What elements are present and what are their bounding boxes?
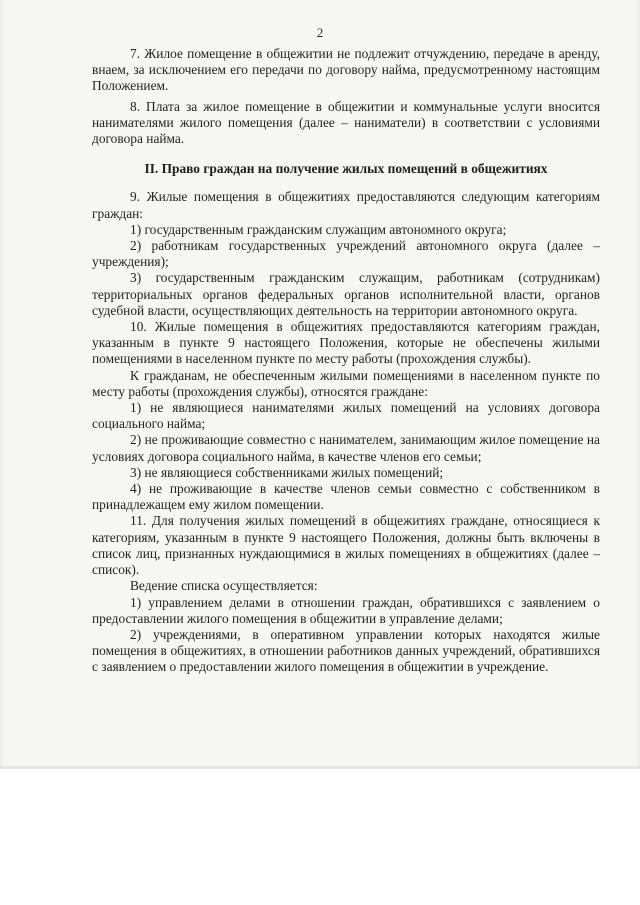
paragraph-9-item-1: 1) государственным гражданским служащим автономного округа; — [130, 221, 507, 237]
scan-shadow-left — [0, 0, 6, 769]
paragraph-10-item-2: 2) не проживающие совместно с нанимателем, занимающим жилое помещение на условиях договора социального найма, в качестве членов его семьи; — [92, 432, 600, 464]
paragraph-10-item-1: 1) не являющиеся нанимателями жилых помещений на условиях договора социального найма; — [92, 400, 600, 432]
page-number: 2 — [316, 25, 324, 40]
paragraph-10-item-4: 4) не проживающие в качестве членов семьи совместно с собственником в принадлежащем ему жилом помещении. — [92, 481, 600, 513]
scan-shadow-right — [634, 0, 640, 769]
paragraph-10-intro: К гражданам, не обеспеченным жилыми помещениями в населенном пункте по месту работы (прохождения службы), относятся граждане: — [92, 367, 600, 399]
paragraph-10: 10. Жилые помещения в общежитиях предоставляются категориям граждан, указанным в пункте 9 настоящего Положения, которые не обеспечены жилыми помещениями в населенном пункте по месту работы (прохождения службы). — [92, 319, 600, 367]
section-heading: II. Право граждан на получение жилых помещений в общежитиях — [144, 161, 548, 177]
paragraph-9-item-3: 3) государственным гражданским служащим, работникам (сотрудникам) территориальных органов федеральных органов исполнительной власти, органов судебной власти, осуществляющих деятельность на территории автономного округа. — [92, 270, 600, 318]
paragraph-11-item-2: 2) учреждениями, в оперативном управлении которых находятся жилые помещения в общежитиях, в отношении работников данных учреждений, обратившихся с заявлением о предоставлении жилого помещения в общежитии в учреждение. — [92, 626, 600, 675]
paragraph-9: 9. Жилые помещения в общежитиях предоставляются следующим категориям граждан: — [92, 189, 600, 221]
scan-bottom-edge — [0, 766, 640, 769]
paragraph-8: 8. Плата за жилое помещение в общежитии и коммунальные услуги вносится нанимателями жилого помещения (далее – наниматели) в соответствии с условиями договора найма. — [92, 98, 600, 147]
paragraph-11-intro: Ведение списка осуществляется: — [130, 578, 318, 594]
paragraph-11: 11. Для получения жилых помещений в общежитиях граждане, относящиеся к категориям, указанным в пункте 9 настоящего Положения, должны быть включены в список лиц, признанных нуждающимися в жилых помещениях в общежитиях (далее – список). — [92, 513, 600, 578]
document-body — [92, 46, 600, 676]
paragraph-9-item-2: 2) работникам государственных учреждений автономного округа (далее – учреждения); — [92, 238, 600, 270]
paragraph-11-item-1: 1) управлением делами в отношении граждан, обратившихся с заявлением о предоставлении жилого помещения в общежитии в управление делами; — [92, 594, 600, 626]
paragraph-7: 7. Жилое помещение в общежитии не подлежит отчуждению, передаче в аренду, внаем, за исключением его передачи по договору найма, предусмотренному настоящим Положением. — [92, 46, 600, 94]
paragraph-10-item-3: 3) не являющиеся собственниками жилых помещений; — [130, 464, 444, 480]
